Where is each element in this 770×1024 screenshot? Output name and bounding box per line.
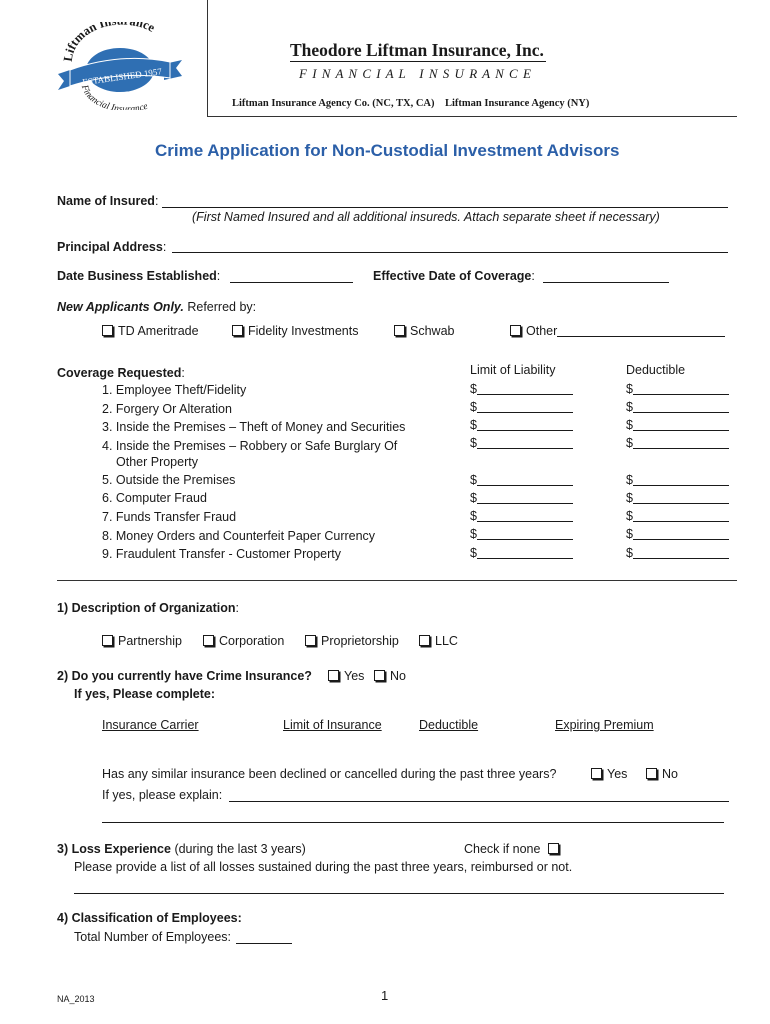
page-title: Crime Application for Non-Custodial Investment Advisors	[155, 141, 620, 160]
referral-option-td-ameritrade[interactable]: TD Ameritrade	[102, 324, 199, 338]
currency-symbol: $	[470, 473, 477, 487]
deductible-field[interactable]	[626, 509, 729, 523]
deductible-header: Deductible	[626, 363, 686, 377]
explain-field-line2[interactable]	[102, 822, 724, 823]
deductible-field[interactable]	[626, 473, 729, 487]
coverage-item: 9. Fraudulent Transfer - Customer Property	[102, 547, 341, 561]
header-divider-vertical	[207, 0, 208, 116]
currency-symbol: $	[470, 436, 477, 450]
amount-input-line[interactable]	[477, 418, 573, 431]
section2-question: 2) Do you currently have Crime Insurance?	[57, 669, 312, 683]
deductible-field[interactable]	[626, 491, 729, 505]
amount-input-line[interactable]	[633, 473, 729, 486]
amount-input-line[interactable]	[477, 527, 573, 540]
section3-label: 3) Loss Experience (during the last 3 years)	[57, 842, 306, 856]
new-applicants-heading: New Applicants Only. Referred by:	[57, 300, 257, 314]
amount-input-line[interactable]	[633, 382, 729, 395]
currency-symbol: $	[626, 473, 633, 487]
coverage-item: 8. Money Orders and Counterfeit Paper Currency	[102, 529, 376, 543]
tagline-rule	[290, 61, 546, 62]
amount-input-line[interactable]	[633, 509, 729, 522]
coverage-item-continued: Other Property	[116, 455, 198, 469]
coverage-item: 1. Employee Theft/Fidelity	[102, 383, 247, 397]
org-option-corporation[interactable]: Corporation	[203, 634, 284, 648]
section-divider	[57, 580, 737, 581]
org-option-llc[interactable]: LLC	[419, 634, 458, 648]
amount-input-line[interactable]	[477, 473, 573, 486]
limit-field[interactable]	[470, 509, 573, 523]
currency-symbol: $	[626, 491, 633, 505]
section1-label: 1) Description of Organization:	[57, 601, 239, 615]
logo-arc-bottom: Financial Insurance	[78, 83, 150, 110]
amount-input-line[interactable]	[633, 418, 729, 431]
crime-insurance-no[interactable]: No	[374, 669, 406, 683]
loss-check-if-none[interactable]: Check if none	[464, 842, 564, 856]
currency-symbol: $	[626, 527, 633, 541]
page-number: 1	[381, 988, 389, 1003]
principal-address-label: Principal Address:	[57, 240, 167, 254]
currency-symbol: $	[470, 491, 477, 505]
insured-field[interactable]	[162, 207, 728, 208]
section4-label: 4) Classification of Employees:	[57, 911, 242, 925]
referral-option-fidelity[interactable]: Fidelity Investments	[232, 324, 358, 338]
checkbox-icon[interactable]	[102, 325, 113, 336]
currency-symbol: $	[470, 546, 477, 560]
currency-symbol: $	[626, 546, 633, 560]
limit-field[interactable]	[470, 527, 573, 541]
declined-yes[interactable]: Yes	[591, 767, 627, 781]
currency-symbol: $	[470, 527, 477, 541]
limit-field[interactable]	[470, 400, 573, 414]
checkbox-icon[interactable]	[305, 635, 316, 646]
logo-arc-top: Liftman I nce	[60, 22, 158, 63]
amount-input-line[interactable]	[477, 382, 573, 395]
checkbox-icon[interactable]	[203, 635, 214, 646]
currency-symbol: $	[470, 418, 477, 432]
limit-field[interactable]	[470, 418, 573, 432]
effective-date-field[interactable]	[543, 282, 669, 283]
limit-field[interactable]	[470, 473, 573, 487]
amount-input-line[interactable]	[477, 546, 573, 559]
coverage-item: 4. Inside the Premises – Robbery or Safe Burglary Of	[102, 439, 398, 453]
agency-list: Liftman Insurance Agency Co. (NC, TX, CA) Liftman Insurance Agency (NY)	[232, 98, 590, 109]
column-deductible: Deductible	[419, 718, 479, 732]
amount-input-line[interactable]	[633, 546, 729, 559]
deductible-field[interactable]	[626, 382, 729, 396]
declined-no[interactable]: No	[646, 767, 678, 781]
limit-field[interactable]	[470, 436, 573, 450]
referral-option-other[interactable]: Other	[510, 324, 557, 338]
checkbox-icon[interactable]	[646, 768, 657, 779]
checkbox-icon[interactable]	[102, 635, 113, 646]
column-limit-of-insurance: Limit of Insurance	[283, 718, 382, 732]
form-code: NA_2013	[57, 994, 95, 1004]
deductible-field[interactable]	[626, 436, 729, 450]
coverage-item: 3. Inside the Premises – Theft of Money and Securities	[102, 420, 406, 434]
coverage-item: 5. Outside the Premises	[102, 473, 236, 487]
logo-emblem-icon	[50, 22, 190, 110]
checkbox-icon[interactable]	[510, 325, 521, 336]
coverage-item: 6. Computer Fraud	[102, 491, 207, 505]
coverage-item: 7. Funds Transfer Fraud	[102, 510, 237, 524]
org-option-proprietorship[interactable]: Proprietorship	[305, 634, 399, 648]
amount-input-line[interactable]	[633, 527, 729, 540]
currency-symbol: $	[626, 509, 633, 523]
referral-other-field[interactable]	[557, 336, 725, 337]
amount-input-line[interactable]	[633, 400, 729, 413]
amount-input-line[interactable]	[477, 436, 573, 449]
amount-input-line[interactable]	[633, 491, 729, 504]
deductible-field[interactable]	[626, 527, 729, 541]
company-name: Theodore Liftman Insurance, Inc.	[290, 40, 544, 60]
logo	[50, 22, 190, 110]
currency-symbol: $	[626, 382, 633, 396]
currency-symbol: $	[626, 436, 633, 450]
total-employees-label: Total Number of Employees:	[74, 930, 232, 944]
currency-symbol: $	[470, 509, 477, 523]
deductible-field[interactable]	[626, 400, 729, 414]
checkbox-icon[interactable]	[374, 670, 385, 681]
date-established-field[interactable]	[230, 282, 353, 283]
amount-input-line[interactable]	[633, 436, 729, 449]
logo-banner-text: ESTABLISHED 1957	[81, 66, 163, 88]
limit-header: Limit of Liability	[470, 363, 556, 377]
effective-date-label: Effective Date of Coverage:	[373, 269, 535, 283]
coverage-label: Coverage Requested:	[57, 366, 185, 380]
checkbox-icon[interactable]	[419, 635, 430, 646]
amount-input-line[interactable]	[477, 400, 573, 413]
column-insurance-carrier: Insurance Carrier	[102, 718, 199, 732]
checkbox-icon[interactable]	[394, 325, 405, 336]
amount-input-line[interactable]	[477, 491, 573, 504]
checkbox-icon[interactable]	[232, 325, 243, 336]
amount-input-line[interactable]	[477, 509, 573, 522]
explain-field[interactable]	[229, 801, 729, 802]
section2-if-yes: If yes, Please complete:	[74, 687, 216, 701]
header-divider-horizontal	[207, 116, 737, 117]
total-employees-field[interactable]	[236, 943, 292, 944]
declined-question: Has any similar insurance been declined or cancelled during the past three years?	[102, 767, 557, 781]
limit-field[interactable]	[470, 491, 573, 505]
company-tagline: F I N A N C I A L I N S U R A N C E	[299, 66, 532, 81]
checkbox-icon[interactable]	[328, 670, 339, 681]
checkbox-icon[interactable]	[591, 768, 602, 779]
currency-symbol: $	[626, 400, 633, 414]
currency-symbol: $	[626, 418, 633, 432]
insured-note: (First Named Insured and all additional insureds. Attach separate sheet if necessary)	[192, 210, 660, 224]
crime-insurance-yes[interactable]: Yes	[328, 669, 364, 683]
loss-list-field[interactable]	[74, 893, 724, 894]
referral-option-schwab[interactable]: Schwab	[394, 324, 454, 338]
insured-label: Name of Insured:	[57, 194, 159, 208]
limit-field[interactable]	[470, 382, 573, 396]
deductible-field[interactable]	[626, 546, 729, 560]
principal-address-field[interactable]	[172, 252, 728, 253]
column-expiring-premium: Expiring Premium	[555, 718, 654, 732]
section3-instruction: Please provide a list of all losses sustained during the past three years, reimbursed or not.	[74, 860, 573, 874]
currency-symbol: $	[470, 382, 477, 396]
deductible-field[interactable]	[626, 418, 729, 432]
coverage-item: 2. Forgery Or Alteration	[102, 402, 232, 416]
checkbox-icon[interactable]	[548, 843, 559, 854]
date-established-label: Date Business Established:	[57, 269, 221, 283]
org-option-partnership[interactable]: Partnership	[102, 634, 182, 648]
limit-field[interactable]	[470, 546, 573, 560]
currency-symbol: $	[470, 400, 477, 414]
explain-label: If yes, please explain:	[102, 788, 223, 802]
